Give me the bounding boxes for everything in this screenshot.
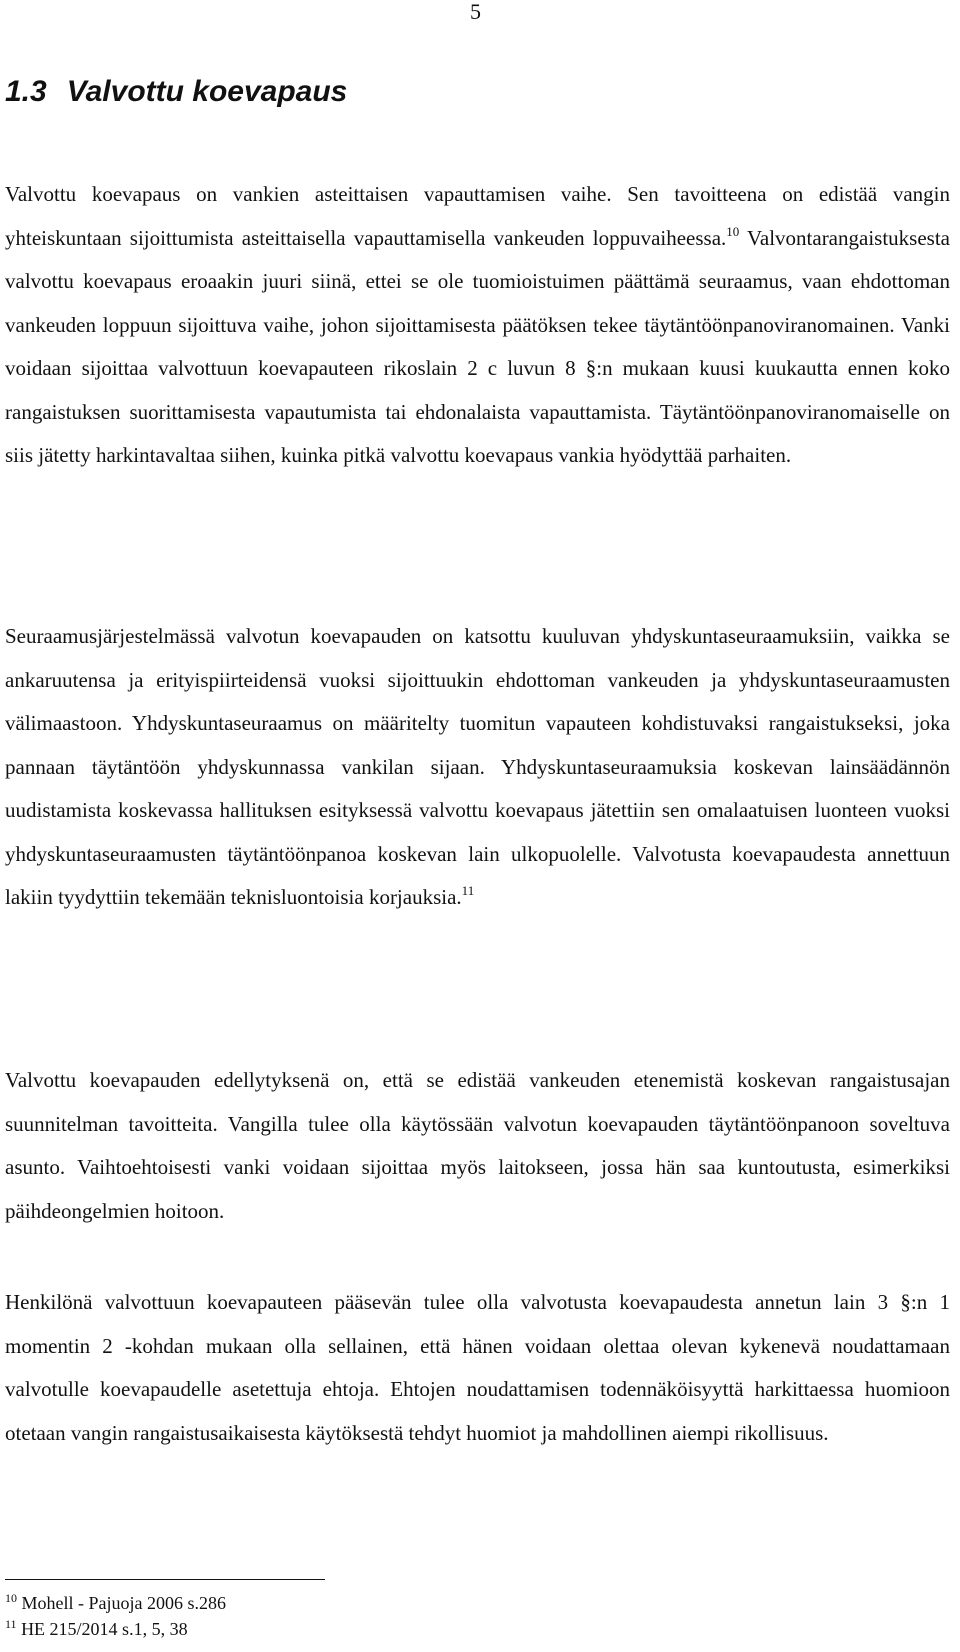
section-title: Valvottu koevapaus xyxy=(66,75,348,108)
paragraph-text: Henkilönä valvottuun koevapauteen pääsevän tulee olla valvotusta koevapaudesta annetun lain 3 §:n 1 momentin 2 -kohdan mukaan olla sellainen, että hänen voidaan olettaa olevan kykenevä noudattamaan valvotulle koevapaudelle asetettuja ehtoja. Ehtojen noudattamisen todennäköisyyttä harkittaessa huomioon otetaan vangin rangaistusaikaisesta käytöksestä tehdyt huomiot ja mahdollinen aiempi rikollisuus. xyxy=(5,1290,950,1445)
footnotes xyxy=(5,1590,226,1642)
footnote-number: 11 xyxy=(5,1617,17,1631)
paragraph-text: Valvontarangaistuksesta valvottu koevapaus eroaakin juuri siinä, ettei se ole tuomioistuimen päättämä seuraamus, vaan ehdottoman vankeuden loppuun sijoittuva vaihe, johon sijoittamisesta päätöksen tekee täytäntöönpanoviranomainen. Vanki voidaan sijoittaa valvottuun koevapauteen rikoslain 2 c luvun 8 §:n mukaan kuusi kuukautta ennen koko rangaistuksen suorittamisesta vapautumista tai ehdonalaista vapauttamista. Täytäntöönpanoviranomaiselle on siis jätetty harkintavaltaa siihen, kuinka pitkä valvottu koevapaus vankia hyödyttää parhaiten. xyxy=(5,225,950,467)
footnote-text: HE 215/2014 s.1, 5, 38 xyxy=(21,1619,188,1639)
footnote-11 xyxy=(5,1616,226,1642)
paragraph-text: Valvottu koevapauden edellytyksenä on, että se edistää vankeuden etenemistä koskevan rangaistusajan suunnitelman tavoitteita. Vangilla tulee olla käytössään valvotun koevapauden täytäntöönpanoon soveltuva asunto. Vaihtoehtoisesti vanki voidaan sijoittaa myös laitokseen, jossa hän saa kuntoutusta, esimerkiksi päihdeongelmien hoitoon. xyxy=(5,1068,950,1223)
paragraph-3 xyxy=(5,1059,950,1233)
footnote-divider xyxy=(5,1579,325,1580)
paragraph-2 xyxy=(5,615,950,920)
section-number: 1.3 xyxy=(5,75,47,108)
section-heading xyxy=(5,72,347,112)
footnote-10 xyxy=(5,1590,226,1616)
footnote-reference[interactable]: 10 xyxy=(726,223,740,239)
paragraph-4 xyxy=(5,1281,950,1455)
paragraph-text: Valvottu koevapaus on vankien asteittaisen vapauttamisen vaihe. Sen tavoitteena on edistää vangin yhteiskuntaan sijoittumista asteittaisella vapauttamisella vankeuden loppuvaiheessa. xyxy=(5,182,950,250)
page-number: 5 xyxy=(470,0,481,24)
footnote-reference[interactable]: 11 xyxy=(461,883,475,898)
paragraph-text: Seuraamusjärjestelmässä valvotun koevapauden on katsottu kuuluvan yhdyskuntaseuraamuksiin, vaikka se ankaruutensa ja erityispiirteidensä vuoksi sijoittuukin ehdottoman vankeuden ja yhdyskuntaseuraamusten välimaastoon. Yhdyskuntaseuraamus on määritelty tuomitun vapauteen kohdistuvaksi rangaistukseksi, joka pannaan täytäntöön yhdyskunnassa vankilan sijaan. Yhdyskuntaseuraamuksia koskevan lainsäädännön uudistamista koskevassa hallituksen esityksessä valvottu koevapaus jätettiin sen omalaatuisen luonteen vuoksi yhdyskuntaseuraamusten täytäntöönpanoa koskevan lain ulkopuolelle. Valvotusta koevapaudesta annettuun lakiin tyydyttiin tekemään teknisluontoisia korjauksia. xyxy=(5,624,950,909)
paragraph-1 xyxy=(5,173,950,478)
footnote-text: Mohell - Pajuoja 2006 s.286 xyxy=(21,1593,226,1613)
footnote-number: 10 xyxy=(5,1591,17,1605)
